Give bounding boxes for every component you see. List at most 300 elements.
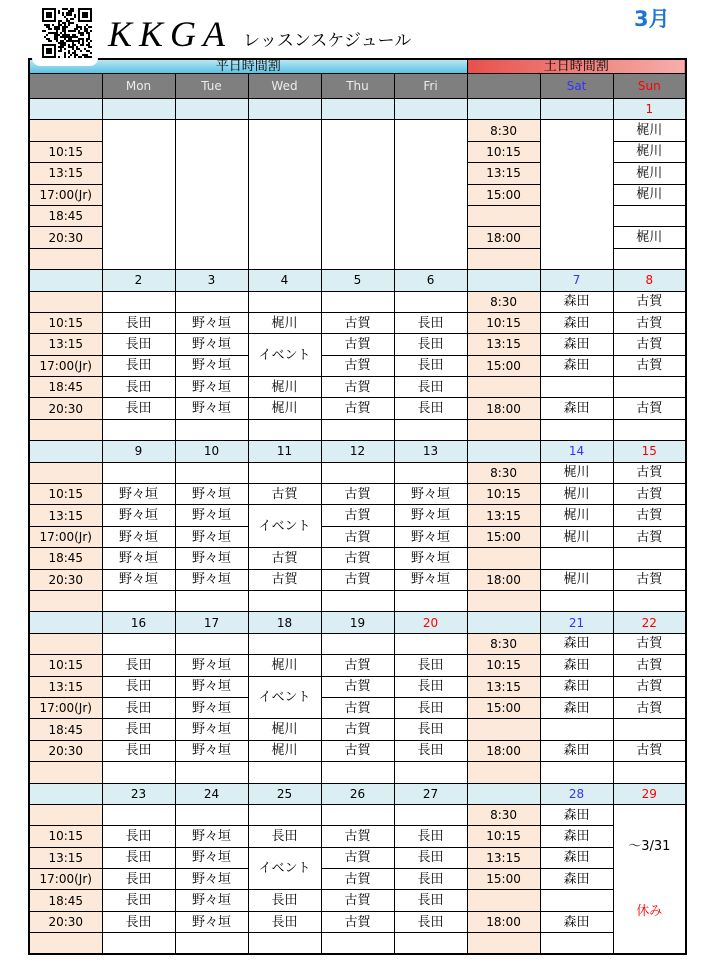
lesson-cell-fri <box>394 419 467 440</box>
no-lesson-cell-sat <box>540 120 613 270</box>
lesson-cell-fri: 長田 <box>394 398 467 419</box>
qr-module <box>88 50 90 52</box>
weekday-time-cell: 10:15 <box>29 484 102 505</box>
lesson-cell-tue: 野々垣 <box>175 505 248 526</box>
no-lesson-cell-tue <box>175 120 248 270</box>
qr-module <box>60 42 62 44</box>
lesson-cell-tue: 野々垣 <box>175 890 248 911</box>
lesson-cell-thu: 古賀 <box>321 655 394 676</box>
qr-module <box>60 20 62 22</box>
lesson-cell-sat: 森田 <box>540 676 613 697</box>
lesson-cell-wed <box>248 291 321 312</box>
lesson-cell-sun: 古賀 <box>613 655 686 676</box>
qr-module <box>82 34 84 36</box>
lesson-cell-sat: 森田 <box>540 804 613 825</box>
qr-module <box>72 48 74 50</box>
weekend-time-cell: 10:15 <box>467 312 540 333</box>
qr-module <box>74 28 76 30</box>
lesson-cell-tue: 野々垣 <box>175 398 248 419</box>
lesson-cell-wed <box>248 804 321 825</box>
schedule-row <box>29 312 686 333</box>
lesson-cell-tue: 野々垣 <box>175 676 248 697</box>
qr-module <box>82 38 84 40</box>
lesson-cell-wed: イベント <box>248 334 321 377</box>
lesson-cell-fri <box>394 291 467 312</box>
date-row-time-cell <box>29 270 102 291</box>
qr-module <box>90 40 92 42</box>
date-cell-fri: 13 <box>394 441 467 462</box>
lesson-cell-mon <box>102 933 175 954</box>
date-cell-fri <box>394 99 467 120</box>
lesson-cell-tue: 野々垣 <box>175 377 248 398</box>
lesson-cell-sat: 梶川 <box>540 462 613 483</box>
qr-module <box>68 56 70 58</box>
weekday-time-cell: 13:15 <box>29 505 102 526</box>
lesson-cell-sun <box>613 377 686 398</box>
qr-module <box>74 54 76 56</box>
qr-module <box>54 38 56 40</box>
lesson-cell-sun: 古賀 <box>613 676 686 697</box>
lesson-cell-thu: 古賀 <box>321 505 394 526</box>
lesson-cell-sat: 森田 <box>540 911 613 932</box>
lesson-cell-wed: 長田 <box>248 911 321 932</box>
weekend-time-cell: 18:00 <box>467 740 540 761</box>
lesson-cell-sat: 森田 <box>540 847 613 868</box>
lesson-cell-wed: 梶川 <box>248 655 321 676</box>
qr-module <box>58 42 60 44</box>
lesson-cell-mon: 長田 <box>102 740 175 761</box>
lesson-cell-sun: 古賀 <box>613 462 686 483</box>
qr-module <box>74 34 76 36</box>
schedule-row <box>29 462 686 483</box>
schedule-row <box>29 526 686 547</box>
qr-module <box>70 46 72 48</box>
lesson-cell-sun <box>613 248 686 269</box>
lesson-cell-sun: 古賀 <box>613 312 686 333</box>
qr-module <box>76 24 78 26</box>
weekday-time-cell: 18:45 <box>29 548 102 569</box>
date-cell-mon <box>102 99 175 120</box>
lesson-cell-fri: 長田 <box>394 377 467 398</box>
lesson-cell-wed: イベント <box>248 505 321 548</box>
qr-module <box>68 38 70 40</box>
lesson-cell-fri: 野々垣 <box>394 548 467 569</box>
qr-module <box>68 12 70 14</box>
qr-module <box>84 28 86 30</box>
schedule-body <box>29 99 686 955</box>
qr-module <box>58 34 60 36</box>
weekday-time-cell: 20:30 <box>29 740 102 761</box>
qr-module <box>48 28 50 30</box>
qr-module <box>52 32 54 34</box>
qr-module <box>70 10 72 12</box>
schedule-row <box>29 633 686 654</box>
lesson-cell-sun <box>613 419 686 440</box>
qr-module <box>50 28 52 30</box>
qr-module <box>88 38 90 40</box>
qr-module <box>58 28 60 30</box>
qr-module <box>54 34 56 36</box>
day-header-wed: Wed <box>248 74 321 99</box>
lesson-cell-fri: 長田 <box>394 697 467 718</box>
weekday-time-cell: 18:45 <box>29 205 102 226</box>
lesson-cell-fri: 長田 <box>394 740 467 761</box>
weekday-time-cell: 20:30 <box>29 398 102 419</box>
qr-module <box>48 40 50 42</box>
date-cell-mon: 16 <box>102 612 175 633</box>
qr-module <box>52 24 54 26</box>
date-cell-tue: 3 <box>175 270 248 291</box>
weekday-time-cell: 13:15 <box>29 676 102 697</box>
lesson-cell-sun: 古賀 <box>613 740 686 761</box>
lesson-cell-thu <box>321 590 394 611</box>
lesson-cell-tue: 野々垣 <box>175 869 248 890</box>
qr-module <box>62 34 64 36</box>
qr-module <box>56 32 58 34</box>
lesson-cell-thu: 古賀 <box>321 377 394 398</box>
qr-module <box>80 38 82 40</box>
qr-module <box>76 40 78 42</box>
lesson-cell-sat <box>540 762 613 783</box>
lesson-cell-thu: 古賀 <box>321 569 394 590</box>
qr-module <box>74 52 76 54</box>
qr-module <box>78 48 80 50</box>
qr-module <box>68 36 70 38</box>
weekday-time-cell: 17:00(Jr) <box>29 184 102 205</box>
qr-module <box>58 26 60 28</box>
qr-module <box>44 30 46 32</box>
qr-module <box>58 22 60 24</box>
month-label: 3月 <box>634 7 670 31</box>
weekday-time-cell <box>29 291 102 312</box>
schedule-row <box>29 377 686 398</box>
weekend-time-cell: 13:15 <box>467 163 540 184</box>
qr-module <box>58 10 60 12</box>
lesson-cell-sun <box>613 762 686 783</box>
lesson-cell-fri <box>394 462 467 483</box>
lesson-cell-sun: 梶川 <box>613 120 686 141</box>
schedule-row <box>29 569 686 590</box>
qr-module <box>78 56 80 58</box>
lesson-cell-thu: 古賀 <box>321 334 394 355</box>
weekday-time-cell <box>29 120 102 141</box>
qr-module <box>78 30 80 32</box>
weekday-time-cell <box>29 762 102 783</box>
schedule-row <box>29 548 686 569</box>
qr-module <box>78 42 80 44</box>
lesson-cell-sat <box>540 890 613 911</box>
lesson-cell-tue <box>175 633 248 654</box>
lesson-cell-sun: 梶川 <box>613 227 686 248</box>
lesson-cell-tue <box>175 933 248 954</box>
qr-module <box>58 50 60 52</box>
lesson-cell-fri <box>394 633 467 654</box>
lesson-cell-thu: 古賀 <box>321 676 394 697</box>
qr-module <box>64 54 66 56</box>
qr-module <box>64 16 66 18</box>
lesson-cell-tue: 野々垣 <box>175 697 248 718</box>
qr-module <box>66 18 68 20</box>
qr-module <box>58 24 60 26</box>
lesson-cell-thu: 古賀 <box>321 484 394 505</box>
qr-code <box>42 8 92 58</box>
lesson-cell-wed: 梶川 <box>248 719 321 740</box>
lesson-cell-tue: 野々垣 <box>175 911 248 932</box>
qr-module <box>74 16 76 18</box>
lesson-cell-tue <box>175 291 248 312</box>
lesson-cell-mon: 野々垣 <box>102 548 175 569</box>
lesson-cell-mon: 長田 <box>102 826 175 847</box>
lesson-cell-wed: イベント <box>248 676 321 719</box>
qr-module <box>48 38 50 40</box>
lesson-cell-mon: 長田 <box>102 655 175 676</box>
lesson-cell-sun: 梶川 <box>613 141 686 162</box>
qr-module <box>76 28 78 30</box>
date-cell-sat: 7 <box>540 270 613 291</box>
weekend-time-cell: 13:15 <box>467 334 540 355</box>
qr-module <box>82 54 84 56</box>
schedule-row <box>29 676 686 697</box>
lesson-cell-mon <box>102 462 175 483</box>
weekend-time-cell: 18:00 <box>467 398 540 419</box>
lesson-cell-fri <box>394 933 467 954</box>
qr-module <box>82 44 84 46</box>
weekend-time-cell: 8:30 <box>467 291 540 312</box>
date-cell-thu: 19 <box>321 612 394 633</box>
day-header-weekend-time-blank <box>467 74 540 99</box>
lesson-cell-thu: 古賀 <box>321 548 394 569</box>
lesson-cell-wed <box>248 762 321 783</box>
qr-module <box>58 56 60 58</box>
lesson-cell-mon: 長田 <box>102 869 175 890</box>
weekend-time-cell <box>467 377 540 398</box>
date-row-weekend-time-cell <box>467 99 540 120</box>
schedule-row <box>29 120 686 141</box>
date-row-time-cell <box>29 783 102 804</box>
weekend-time-cell: 15:00 <box>467 869 540 890</box>
lesson-cell-wed: 長田 <box>248 890 321 911</box>
lesson-cell-tue: 野々垣 <box>175 355 248 376</box>
lesson-cell-fri <box>394 804 467 825</box>
qr-module <box>60 50 62 52</box>
lesson-cell-wed: 梶川 <box>248 398 321 419</box>
qr-module <box>84 26 86 28</box>
no-lesson-cell-fri <box>394 120 467 270</box>
schedule-row <box>29 697 686 718</box>
lesson-cell-wed: 梶川 <box>248 377 321 398</box>
lesson-cell-tue: 野々垣 <box>175 526 248 547</box>
schedule-row <box>29 334 686 355</box>
weekend-time-cell: 15:00 <box>467 526 540 547</box>
qr-module <box>60 36 62 38</box>
date-cell-wed: 4 <box>248 270 321 291</box>
lesson-cell-mon: 長田 <box>102 719 175 740</box>
qr-module <box>72 8 74 10</box>
closed-label: 休み <box>636 904 663 919</box>
weekend-time-cell: 18:00 <box>467 911 540 932</box>
weekend-time-cell: 8:30 <box>467 804 540 825</box>
schedule-row <box>29 419 686 440</box>
lesson-cell-wed <box>248 590 321 611</box>
date-cell-mon: 9 <box>102 441 175 462</box>
lesson-cell-fri: 長田 <box>394 334 467 355</box>
weekday-time-cell: 18:45 <box>29 719 102 740</box>
schedule-row <box>29 890 686 911</box>
lesson-cell-thu: 古賀 <box>321 911 394 932</box>
qr-module <box>88 44 90 46</box>
qr-module <box>78 26 80 28</box>
weekend-time-cell <box>467 590 540 611</box>
schedule-row <box>29 869 686 890</box>
qr-module <box>64 42 66 44</box>
qr-module <box>80 44 82 46</box>
weekend-time-cell: 8:30 <box>467 633 540 654</box>
day-header-time-blank <box>29 74 102 99</box>
qr-module <box>72 18 74 20</box>
lesson-cell-mon: 長田 <box>102 847 175 868</box>
qr-module <box>86 56 88 58</box>
lesson-cell-mon: 野々垣 <box>102 505 175 526</box>
qr-module <box>68 22 70 24</box>
qr-module <box>84 30 86 32</box>
lesson-cell-thu: 古賀 <box>321 398 394 419</box>
lesson-cell-fri: 長田 <box>394 890 467 911</box>
lesson-cell-thu: 古賀 <box>321 355 394 376</box>
no-lesson-cell-wed <box>248 120 321 270</box>
lesson-cell-mon <box>102 633 175 654</box>
lesson-cell-thu: 古賀 <box>321 826 394 847</box>
weekend-time-cell: 15:00 <box>467 355 540 376</box>
qr-module <box>44 36 46 38</box>
qr-module <box>74 14 76 16</box>
lesson-cell-fri: 長田 <box>394 911 467 932</box>
weekend-time-cell <box>467 548 540 569</box>
qr-module <box>48 24 50 26</box>
qr-module <box>46 24 48 26</box>
qr-module <box>64 30 66 32</box>
lesson-cell-tue: 野々垣 <box>175 334 248 355</box>
lesson-cell-fri: 長田 <box>394 676 467 697</box>
day-header-row <box>29 74 686 99</box>
date-cell-sat: 14 <box>540 441 613 462</box>
qr-module <box>72 52 74 54</box>
date-row-weekend-time-cell <box>467 441 540 462</box>
weekday-time-cell: 20:30 <box>29 911 102 932</box>
qr-module <box>88 36 90 38</box>
lesson-cell-sun: 古賀 <box>613 334 686 355</box>
qr-module <box>60 32 62 34</box>
qr-module <box>72 10 74 12</box>
qr-module <box>64 48 66 50</box>
qr-module <box>42 30 44 32</box>
lesson-cell-sat: 森田 <box>540 291 613 312</box>
schedule-row <box>29 933 686 954</box>
lesson-cell-mon <box>102 590 175 611</box>
weekend-time-cell: 18:00 <box>467 569 540 590</box>
qr-module <box>48 32 50 34</box>
lesson-cell-mon: 長田 <box>102 312 175 333</box>
lesson-cell-tue: 野々垣 <box>175 312 248 333</box>
qr-module <box>72 42 74 44</box>
lesson-cell-fri: 野々垣 <box>394 505 467 526</box>
qr-module <box>68 50 70 52</box>
lesson-cell-thu: 古賀 <box>321 697 394 718</box>
weekday-time-cell: 13:15 <box>29 334 102 355</box>
lesson-cell-thu: 古賀 <box>321 719 394 740</box>
qr-module <box>70 8 72 10</box>
lesson-cell-sun <box>613 590 686 611</box>
lesson-cell-sat: 森田 <box>540 334 613 355</box>
weekday-time-cell: 20:30 <box>29 227 102 248</box>
lesson-cell-sun <box>613 719 686 740</box>
schedule-row <box>29 826 686 847</box>
date-cell-thu: 26 <box>321 783 394 804</box>
lesson-cell-tue: 野々垣 <box>175 484 248 505</box>
lesson-cell-wed <box>248 933 321 954</box>
qr-module <box>86 44 88 46</box>
qr-module <box>80 28 82 30</box>
qr-module <box>84 56 86 58</box>
date-cell-fri: 27 <box>394 783 467 804</box>
qr-module <box>88 32 90 34</box>
schedule-row <box>29 398 686 419</box>
weekend-time-cell: 18:00 <box>467 227 540 248</box>
day-header-tue: Tue <box>175 74 248 99</box>
qr-module <box>86 50 88 52</box>
lesson-cell-mon: 長田 <box>102 398 175 419</box>
qr-module <box>56 40 58 42</box>
qr-module <box>70 38 72 40</box>
lesson-cell-sat: 森田 <box>540 655 613 676</box>
qr-module <box>76 46 78 48</box>
qr-module <box>56 34 58 36</box>
lesson-cell-sat: 森田 <box>540 740 613 761</box>
week-date-row <box>29 441 686 462</box>
date-cell-mon: 2 <box>102 270 175 291</box>
qr-module <box>90 26 92 28</box>
lesson-cell-sat <box>540 933 613 954</box>
lesson-cell-sat: 梶川 <box>540 484 613 505</box>
date-cell-tue: 17 <box>175 612 248 633</box>
date-row-time-cell <box>29 441 102 462</box>
schedule-row <box>29 847 686 868</box>
lesson-cell-thu <box>321 933 394 954</box>
qr-module <box>64 28 66 30</box>
weekday-time-cell: 20:30 <box>29 569 102 590</box>
qr-module <box>50 32 52 34</box>
schedule-row <box>29 762 686 783</box>
qr-module <box>60 44 62 46</box>
lesson-cell-tue <box>175 590 248 611</box>
qr-module <box>68 14 70 16</box>
weekday-time-cell <box>29 933 102 954</box>
date-cell-tue: 10 <box>175 441 248 462</box>
qr-module <box>68 34 70 36</box>
lesson-cell-thu: 古賀 <box>321 869 394 890</box>
lesson-cell-wed <box>248 419 321 440</box>
qr-module <box>50 40 52 42</box>
lesson-cell-fri: 野々垣 <box>394 526 467 547</box>
date-cell-thu: 5 <box>321 270 394 291</box>
date-cell-wed: 25 <box>248 783 321 804</box>
lesson-cell-thu <box>321 762 394 783</box>
qr-module <box>62 22 64 24</box>
qr-module <box>54 32 56 34</box>
lesson-cell-fri: 長田 <box>394 847 467 868</box>
date-cell-wed: 11 <box>248 441 321 462</box>
lesson-cell-fri: 野々垣 <box>394 484 467 505</box>
qr-module <box>72 46 74 48</box>
